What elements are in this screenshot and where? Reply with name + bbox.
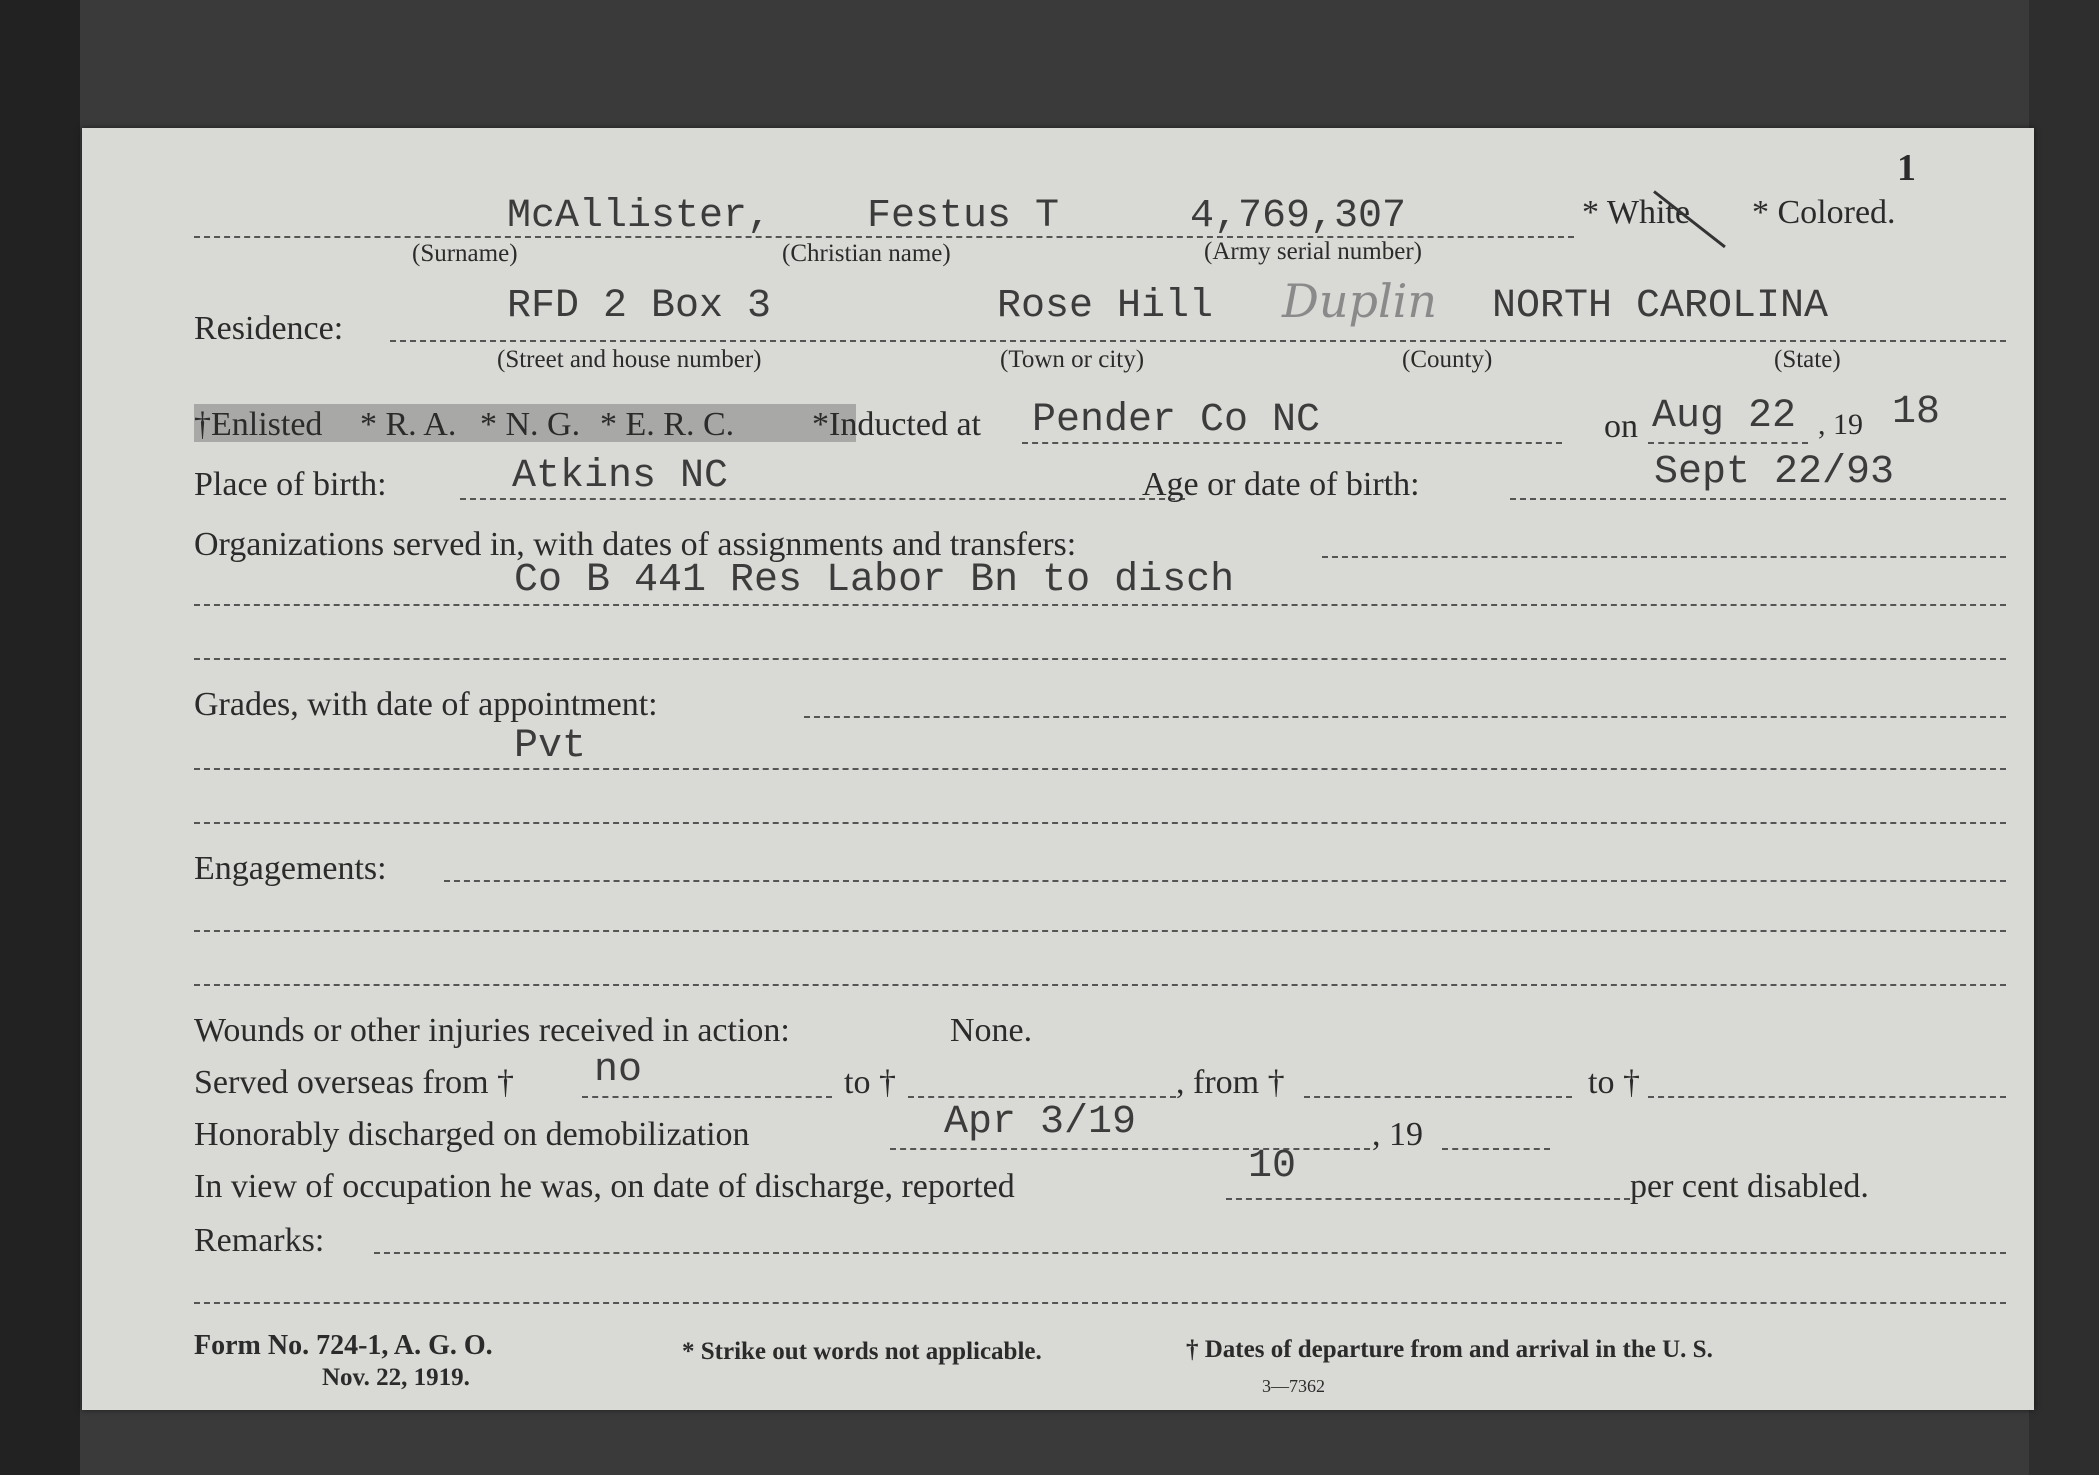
christian-name-caption: (Christian name) (782, 240, 951, 267)
print-code: 3—7362 (1262, 1376, 1325, 1396)
serial-number-caption: (Army serial number) (1204, 238, 1422, 265)
disability-line (1226, 1198, 1630, 1200)
residence-county-value: Duplin (1282, 274, 1438, 328)
organizations-line-1 (1322, 556, 2006, 558)
remarks-label: Remarks: (194, 1222, 325, 1259)
street-caption: (Street and house number) (497, 346, 762, 373)
age-label: Age or date of birth: (1142, 466, 1420, 503)
organizations-line-2 (194, 604, 2006, 606)
ng-option: * N. G. (480, 406, 581, 443)
wounds-value: None. (950, 1012, 1033, 1049)
grades-line-1 (804, 716, 2006, 718)
inducted-place-value: Pender Co NC (1032, 398, 1321, 443)
overseas-from-value: no (594, 1048, 643, 1093)
grades-label: Grades, with date of appointment: (194, 686, 658, 723)
county-caption: (County) (1402, 346, 1493, 373)
enlisted-option: †Enlisted (194, 406, 323, 443)
organizations-line-3 (194, 658, 2006, 660)
residence-label: Residence: (194, 310, 344, 347)
residence-line (390, 340, 2006, 342)
ra-option: * R. A. (360, 406, 457, 443)
induction-date-line (1648, 442, 1808, 444)
residence-town-value: Rose Hill (997, 284, 1214, 329)
induction-year-prefix: , 19 (1818, 408, 1863, 441)
christian-name-value: Festus T (867, 194, 1060, 239)
place-of-birth-label: Place of birth: (194, 466, 387, 503)
dates-note: † Dates of departure from and arrival in the U. S. (1186, 1336, 1713, 1363)
scanner-background-right (2029, 0, 2099, 1475)
residence-state-value: NORTH CAROLINA (1492, 284, 1829, 329)
serial-number-value: 4,769,307 (1190, 194, 1407, 239)
discharge-year-prefix: , 19 (1372, 1116, 1423, 1153)
engagements-line-3 (194, 984, 2006, 986)
remarks-line-1 (374, 1252, 2006, 1254)
discharge-year-line (1442, 1148, 1550, 1150)
induction-year-value: 18 (1892, 390, 1941, 435)
state-caption: (State) (1774, 346, 1841, 373)
engagements-line-2 (194, 930, 2006, 932)
disability-suffix: per cent disabled. (1630, 1168, 1869, 1205)
grades-line-3 (194, 822, 2006, 824)
engagements-label: Engagements: (194, 850, 387, 887)
overseas-to2-line (1648, 1096, 2006, 1098)
age-value: Sept 22/93 (1654, 450, 1895, 495)
overseas-from2-line (1304, 1096, 1572, 1098)
discharge-date-line (890, 1148, 1370, 1150)
overseas-to-line (908, 1096, 1176, 1098)
overseas-from2-label: , from † (1176, 1064, 1285, 1101)
colored-option: * Colored. (1752, 194, 1896, 231)
discharge-date-value: Apr 3/19 (944, 1100, 1137, 1145)
inducted-option: *Inducted at (812, 406, 981, 443)
white-option: * White (1582, 194, 1690, 231)
wounds-label: Wounds or other injuries received in action: (194, 1012, 790, 1049)
overseas-to-label: to † (844, 1064, 896, 1101)
surname-caption: (Surname) (412, 240, 518, 267)
residence-street-value: RFD 2 Box 3 (507, 284, 772, 329)
induction-date-value: Aug 22 (1652, 394, 1797, 439)
engagements-line-1 (444, 880, 2006, 882)
organizations-value: Co B 441 Res Labor Bn to disch (514, 558, 1235, 603)
form-date: Nov. 22, 1919. (322, 1364, 470, 1391)
on-label: on (1604, 408, 1638, 445)
form-number: Form No. 724-1, A. G. O. (194, 1330, 493, 1361)
grades-line-2 (194, 768, 2006, 770)
place-of-birth-value: Atkins NC (512, 454, 729, 499)
service-record-card (82, 128, 2034, 1410)
scanner-background-left (0, 0, 80, 1475)
overseas-from-label: Served overseas from † (194, 1064, 515, 1101)
age-line (1510, 498, 2006, 500)
disability-label: In view of occupation he was, on date of discharge, reported (194, 1168, 1015, 1205)
disability-value: 10 (1248, 1144, 1297, 1189)
strike-out-note: * Strike out words not applicable. (682, 1338, 1042, 1365)
remarks-line-2 (194, 1302, 2006, 1304)
overseas-to2-label: to † (1588, 1064, 1640, 1101)
organizations-label: Organizations served in, with dates of assignments and transfers: (194, 526, 1077, 563)
erc-option: * E. R. C. (600, 406, 735, 443)
surname-value: McAllister, (507, 194, 772, 239)
card-number: 1 (1897, 147, 1916, 189)
town-caption: (Town or city) (1000, 346, 1145, 373)
overseas-from-line (582, 1096, 832, 1098)
grades-value: Pvt (514, 724, 587, 769)
discharge-label: Honorably discharged on demobilization (194, 1116, 750, 1153)
